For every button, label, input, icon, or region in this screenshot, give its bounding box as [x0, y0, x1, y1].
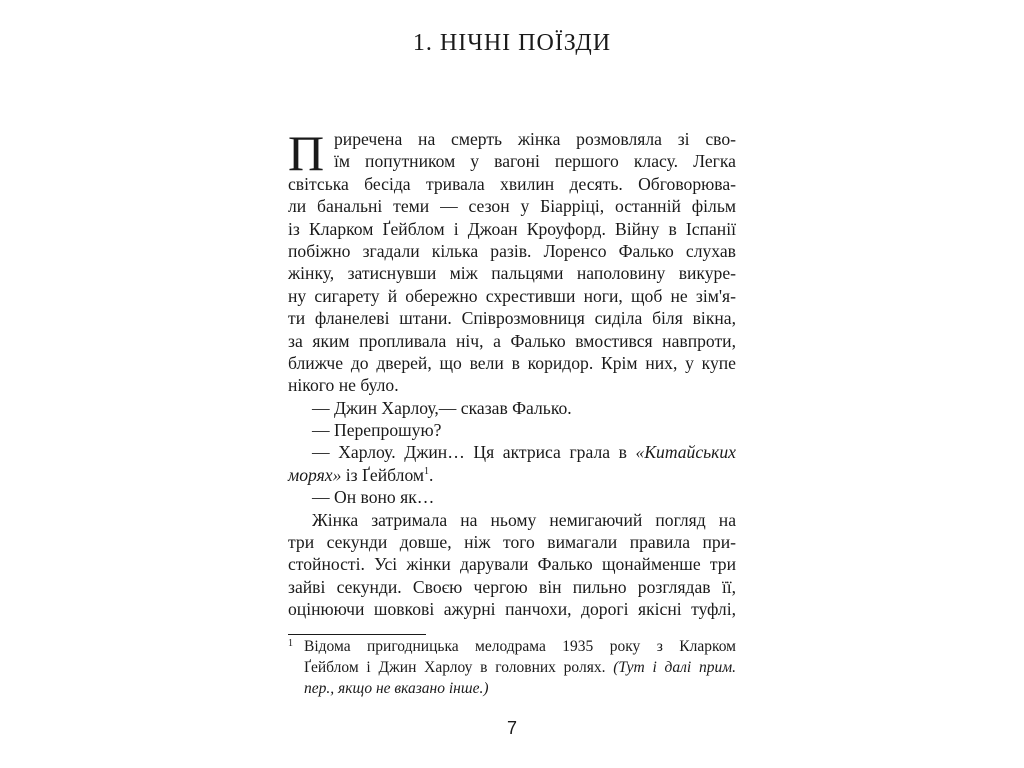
dialogue-line [288, 464, 736, 486]
text-line: побіжно згадали кілька разів. Лоренсо Фалько слухав [288, 240, 736, 261]
dialogue-line [288, 441, 736, 463]
footnote-note: пер., якщо не вказано інше.) [304, 679, 489, 697]
dialogue-text: — Харлоу. Джин… Ця актриса грала в [312, 442, 636, 463]
film-title-part: морях» [288, 464, 342, 485]
text-line: їм попутником у вагоні першого класу. Легка [334, 151, 736, 172]
text-line: ли банальні теми — сезон у Біарріці, останній фільм [288, 196, 736, 217]
footnote [288, 637, 736, 699]
text-line: Жінка затримала на ньому немигаючий погляд на [312, 509, 736, 530]
text-line: зайві секунди. Своєю чергою він пильно розглядав її, [288, 576, 736, 597]
text-line: три секунди довше, ніж того вимагали правила при- [288, 532, 736, 553]
dialogue-text: . [429, 464, 434, 485]
footnote-text: Ґейблом і Джин Харлоу в головних ролях. [304, 658, 614, 676]
drop-cap: П [288, 125, 325, 181]
footnote-marker: 1 [288, 638, 293, 649]
footnote-line [288, 658, 736, 679]
text-line: оцінюючи шовкові ажурні панчохи, дорогі якісні туфлі, [288, 599, 736, 620]
text-line: світська бесіда тривала хвилин десять. Обговорюва- [288, 173, 736, 194]
dialogue-text: із Ґейблом [341, 464, 425, 485]
footnote-line: Відома пригодницька мелодрама 1935 року з Кларком [304, 638, 736, 655]
dialogue-line: — Джин Харлоу,— сказав Фалько. [312, 397, 572, 418]
text-line: жінку, затиснувши між пальцями наполовину викуре- [288, 263, 736, 284]
text-line: ну сигарету й обережно схрестивши ноги, щоб не зім'я- [288, 285, 736, 306]
text-line: риречена на смерть жінка розмовляла зі сво- [334, 129, 736, 149]
text-line: ти фланелеві штани. Співрозмовниця сиділа біля вікна, [288, 308, 736, 329]
dialogue-line: — Перепрошую? [312, 420, 442, 441]
text-line: стойності. Усі жінки дарували Фалько щонайменше три [288, 554, 736, 575]
footnote-note: (Тут і далі прим. [613, 658, 736, 676]
footnote-divider [288, 634, 426, 635]
text-line: нікого не було. [288, 375, 399, 396]
chapter-title: 1. НІЧНІ ПОЇЗДИ [412, 30, 612, 56]
body-text [288, 125, 736, 621]
text-line: за яким пропливала ніч, а Фалько вмостився навпроти, [288, 330, 736, 351]
footnote-reference: 1 [424, 466, 430, 477]
text-line: із Кларком Ґейблом і Джоан Кроуфорд. Війну в Іспанії [288, 218, 736, 239]
page-number: 7 [506, 718, 517, 738]
text-line: ближче до дверей, що вели в коридор. Крім них, у купе [288, 352, 736, 373]
dialogue-line: — Он воно як… [312, 487, 435, 508]
film-title-part: «Китайських [635, 442, 736, 463]
footnote-line [288, 679, 736, 700]
